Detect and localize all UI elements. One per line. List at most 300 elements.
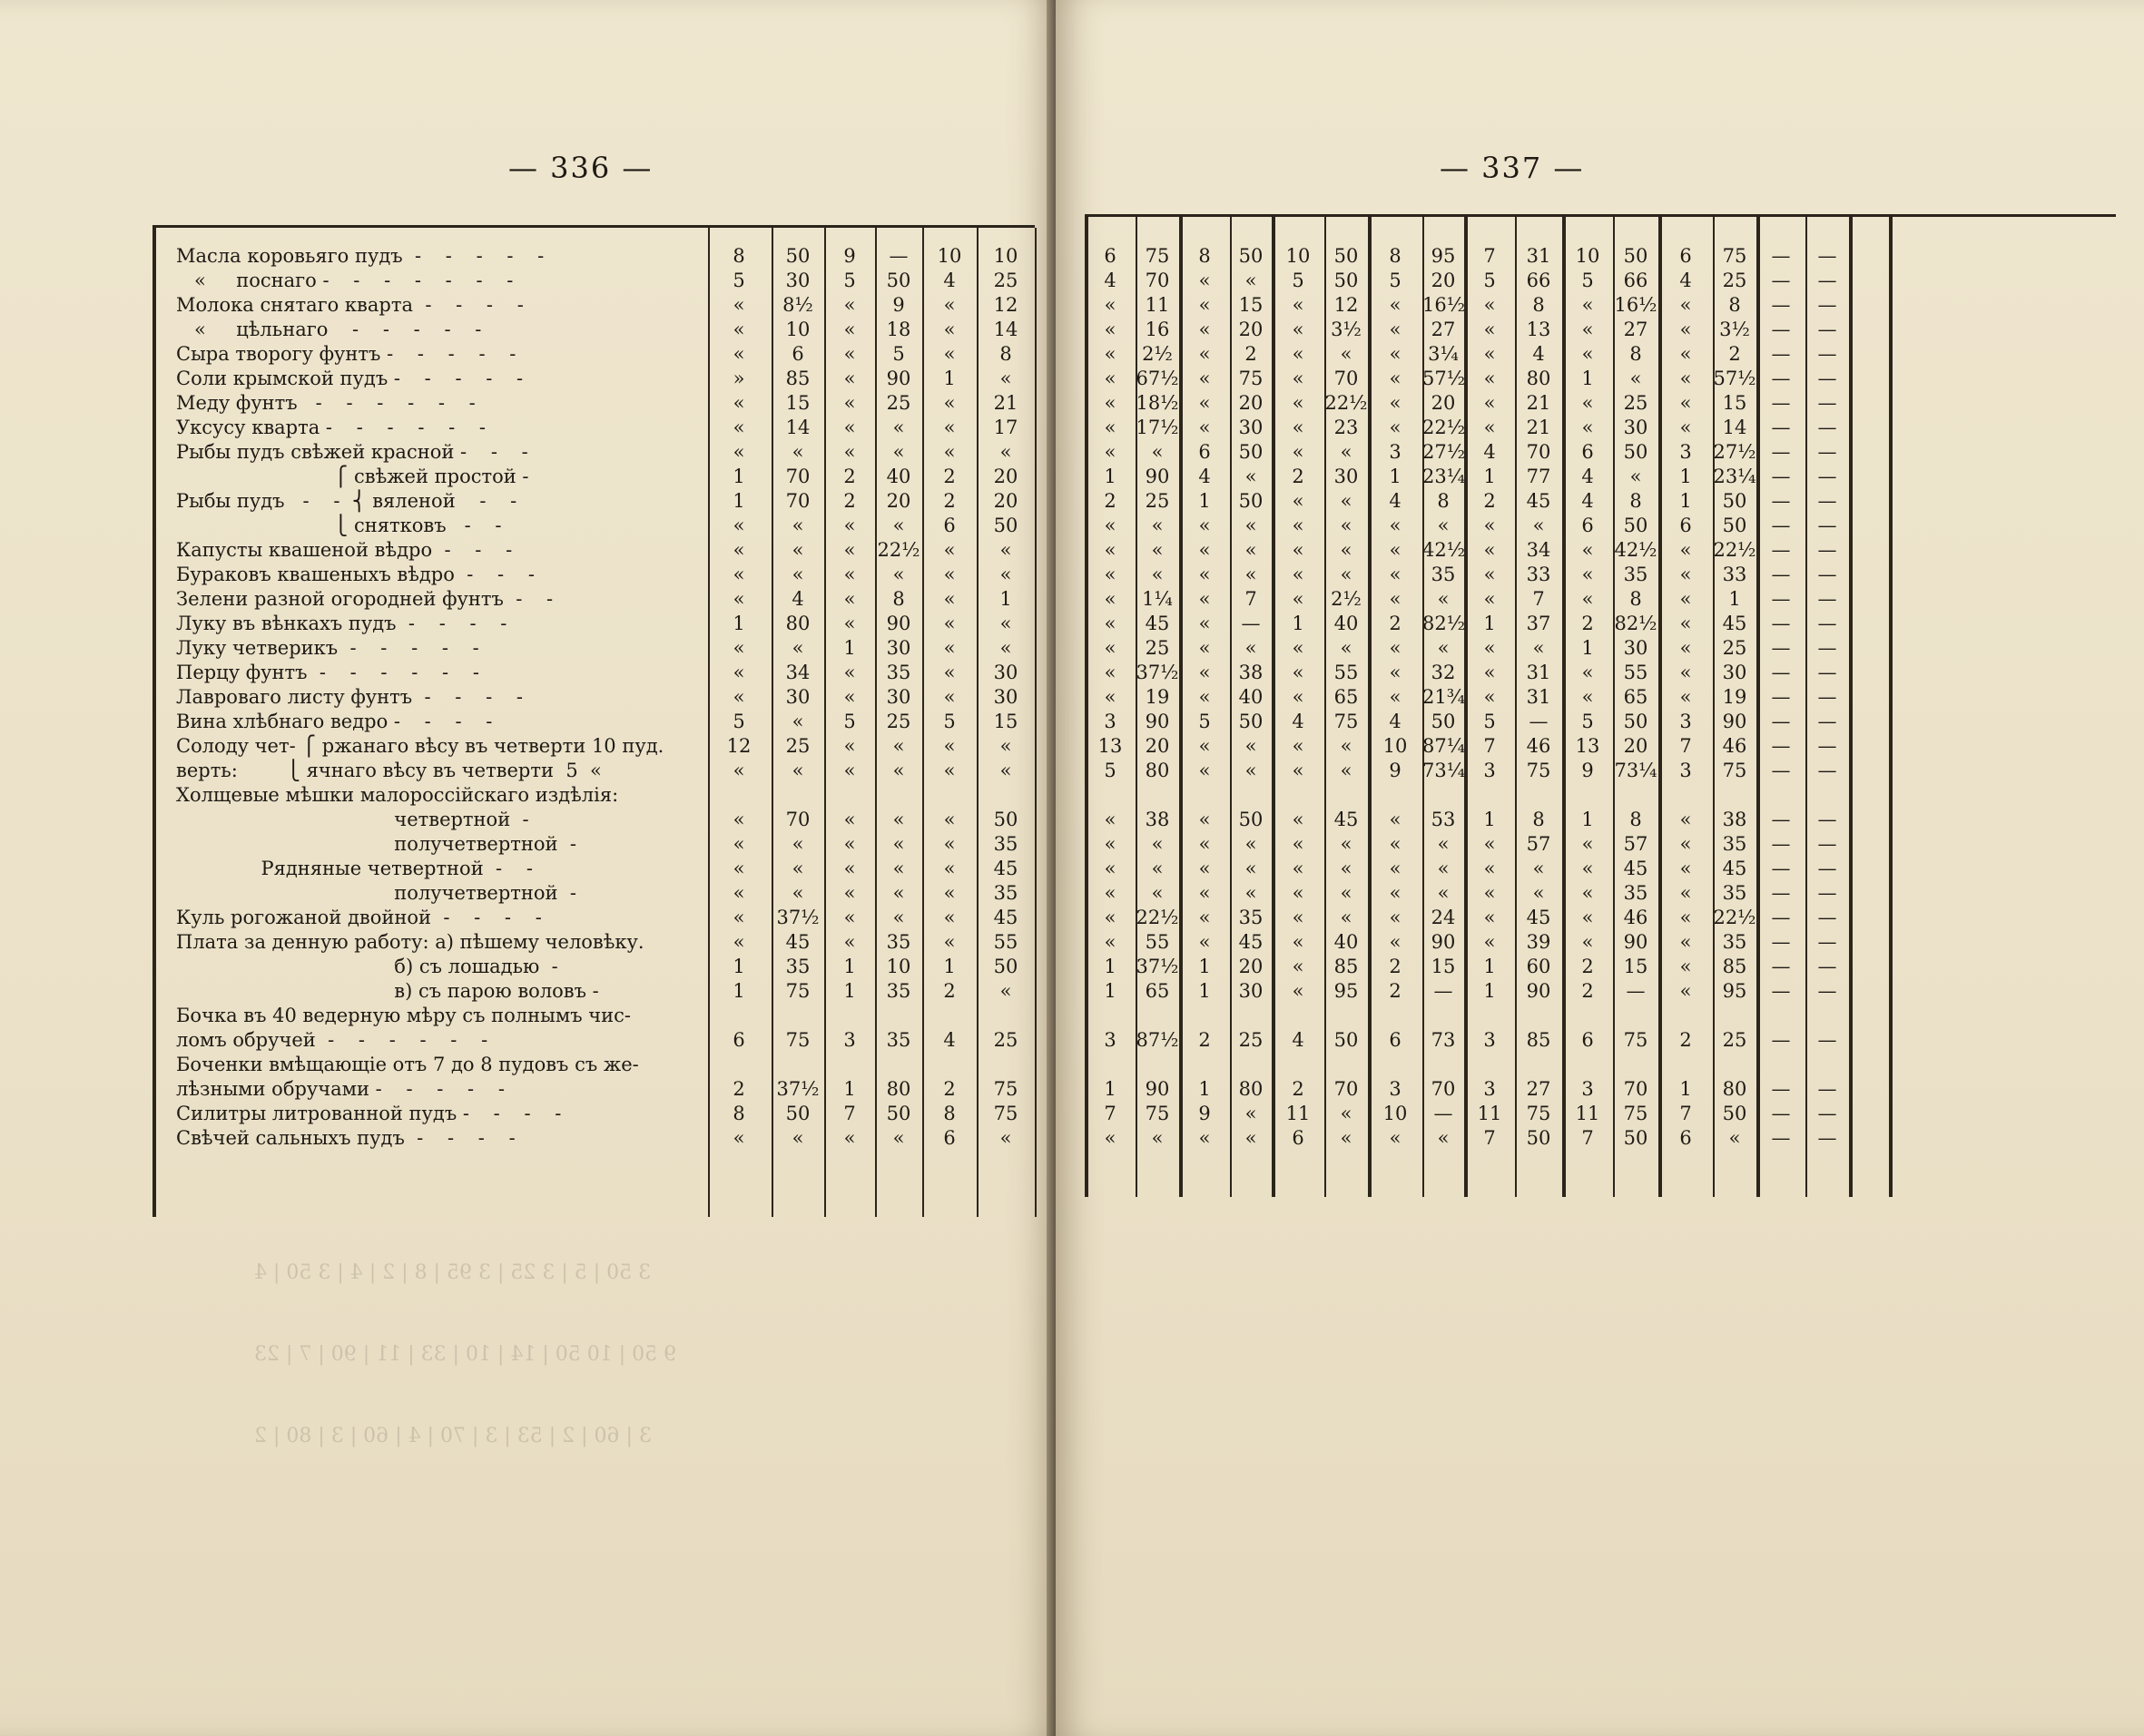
table-cell: 10 xyxy=(937,245,962,267)
table-cell: « xyxy=(1198,662,1211,683)
table-cell: 60 xyxy=(1526,956,1551,977)
table-cell: 25 xyxy=(1722,270,1747,291)
table-cell: 50 xyxy=(1623,711,1648,732)
table-cell: 1 xyxy=(1198,980,1211,1002)
table-cell: 80 xyxy=(886,1078,911,1100)
table-cell: 3 xyxy=(1389,441,1401,463)
table-cell: « xyxy=(1679,319,1692,340)
table-cell: 1 xyxy=(733,490,745,512)
table-cell: 25 xyxy=(1145,637,1170,659)
table-cell: 2 xyxy=(1389,980,1401,1002)
table-cell: 4 xyxy=(1581,490,1594,512)
table-cell: « xyxy=(1581,833,1594,855)
table-cell: 9 xyxy=(843,245,856,267)
table-cell: 15 xyxy=(1623,956,1648,977)
table-cell: « xyxy=(733,637,745,659)
table-cell: 50 xyxy=(1722,1103,1747,1124)
table-cell: « xyxy=(1104,637,1116,659)
table-cell: 57 xyxy=(1623,833,1648,855)
table-cell: « xyxy=(1389,907,1401,928)
table-cell: « xyxy=(1104,343,1116,365)
table-cell: 20 xyxy=(1145,735,1170,757)
table-cell: « xyxy=(999,368,1012,389)
row-label: в) съ парою воловъ - xyxy=(176,980,599,1002)
table-cell: « xyxy=(1292,956,1304,977)
table-cell: « xyxy=(1104,1127,1116,1149)
table-cell: 1 xyxy=(843,956,856,977)
table-cell: — xyxy=(1771,711,1791,732)
table-cell: « xyxy=(1292,368,1304,389)
table-cell: « xyxy=(843,319,856,340)
table-cell: 50 xyxy=(1238,711,1264,732)
left-price-table xyxy=(152,225,1035,1217)
left-page xyxy=(0,0,1056,1736)
table-cell: « xyxy=(1483,907,1496,928)
table-cell: — xyxy=(1771,490,1791,512)
table-cell: 2 xyxy=(1581,980,1594,1002)
table-cell: 23¼ xyxy=(1422,466,1466,487)
table-cell: « xyxy=(1198,907,1211,928)
table-cell: 8 xyxy=(1629,490,1642,512)
table-cell: 25 xyxy=(1722,637,1747,659)
table-cell: 25 xyxy=(1238,1029,1264,1051)
table-cell: 4 xyxy=(1483,441,1496,463)
table-row xyxy=(1085,465,2116,489)
table-cell: 1 xyxy=(1581,368,1594,389)
table-cell: 8 xyxy=(1629,588,1642,610)
table-cell: 75 xyxy=(1526,1103,1551,1124)
table-row xyxy=(1085,808,2116,832)
table-cell: « xyxy=(1340,760,1352,781)
table-cell: — xyxy=(1817,588,1837,610)
page-number-left: — 336 — xyxy=(508,151,654,185)
table-cell: 9 xyxy=(1198,1103,1211,1124)
table-row xyxy=(152,612,1035,636)
table-cell: « xyxy=(1581,931,1594,953)
table-cell: 4 xyxy=(1104,270,1116,291)
table-row xyxy=(152,367,1035,391)
table-cell: 33 xyxy=(1526,564,1551,585)
table-cell: 4 xyxy=(943,270,956,291)
table-cell: 40 xyxy=(1333,613,1359,634)
row-label: четвертной - xyxy=(176,809,529,830)
table-cell: — xyxy=(1771,1078,1791,1100)
table-cell: « xyxy=(1292,662,1304,683)
table-cell: — xyxy=(1771,270,1791,291)
table-cell: 75 xyxy=(1526,760,1551,781)
table-cell: « xyxy=(1437,637,1450,659)
table-cell: « xyxy=(1104,392,1116,414)
table-cell: — xyxy=(1771,907,1791,928)
table-cell: 35 xyxy=(1722,931,1747,953)
table-cell: 55 xyxy=(993,931,1018,953)
table-cell: 6 xyxy=(1679,245,1692,267)
table-cell: « xyxy=(1198,343,1211,365)
table-cell: « xyxy=(1244,1103,1257,1124)
table-cell: « xyxy=(1151,858,1164,879)
table-cell: 1 xyxy=(1581,637,1594,659)
table-cell: 45 xyxy=(1238,931,1264,953)
table-cell: « xyxy=(1483,564,1496,585)
table-cell: « xyxy=(1104,294,1116,316)
table-row xyxy=(1085,661,2116,685)
table-cell: « xyxy=(1292,907,1304,928)
table-cell: 30 xyxy=(1623,637,1648,659)
table-cell: « xyxy=(1151,882,1164,904)
table-cell: 10 xyxy=(1382,1103,1408,1124)
table-cell: « xyxy=(1532,858,1545,879)
table-cell: 65 xyxy=(1333,686,1359,708)
table-cell: « xyxy=(843,809,856,830)
table-cell: 1 xyxy=(1198,1078,1211,1100)
table-row xyxy=(152,440,1035,465)
table-cell: 50 xyxy=(1623,441,1648,463)
table-cell: — xyxy=(1817,490,1837,512)
table-cell: « xyxy=(843,564,856,585)
table-cell: 6 xyxy=(1581,441,1594,463)
table-cell: — xyxy=(1817,1029,1837,1051)
table-cell: « xyxy=(843,294,856,316)
table-cell: « xyxy=(1389,858,1401,879)
table-cell: « xyxy=(733,564,745,585)
table-cell: 30 xyxy=(886,686,911,708)
table-row xyxy=(1085,906,2116,930)
table-cell: 7 xyxy=(1679,1103,1692,1124)
row-label: « цѣльнаго - - - - - xyxy=(176,319,482,340)
table-cell: 90 xyxy=(1145,711,1170,732)
row-label: Луку въ вѣнкахъ пудъ - - - - xyxy=(176,613,507,634)
table-cell: « xyxy=(1340,858,1352,879)
table-cell: « xyxy=(943,613,956,634)
table-cell: 95 xyxy=(1333,980,1359,1002)
table-cell: 25 xyxy=(1623,392,1648,414)
table-cell: 75 xyxy=(1333,711,1359,732)
table-cell: « xyxy=(1292,392,1304,414)
table-cell: — xyxy=(1771,760,1791,781)
table-cell: 50 xyxy=(1238,809,1264,830)
table-cell: 6 xyxy=(1198,441,1211,463)
table-cell: 82½ xyxy=(1422,613,1466,634)
table-cell: 30 xyxy=(1623,417,1648,438)
table-cell: 53 xyxy=(1431,809,1456,830)
table-cell: « xyxy=(1104,368,1116,389)
right-price-table xyxy=(1085,214,2116,1197)
table-cell: « xyxy=(792,711,804,732)
table-cell: 1 xyxy=(943,368,956,389)
table-cell: 7 xyxy=(1581,1127,1594,1149)
table-cell: 20 xyxy=(1431,392,1456,414)
table-cell: « xyxy=(1151,1127,1164,1149)
table-cell: « xyxy=(843,539,856,561)
table-cell: « xyxy=(1679,588,1692,610)
table-row xyxy=(152,1126,1035,1151)
table-cell: — xyxy=(1817,417,1837,438)
table-row xyxy=(1085,538,2116,563)
table-cell: « xyxy=(792,515,804,536)
table-cell: « xyxy=(1483,637,1496,659)
table-cell: 15 xyxy=(1238,294,1264,316)
table-cell: 3¼ xyxy=(1428,343,1459,365)
table-cell: 7 xyxy=(1483,1127,1496,1149)
table-cell: — xyxy=(1241,613,1261,634)
table-cell: 90 xyxy=(1145,466,1170,487)
table-cell: 7 xyxy=(1244,588,1257,610)
table-cell: 70 xyxy=(1145,270,1170,291)
table-cell: 5 xyxy=(733,270,745,291)
table-cell: 5 xyxy=(1483,711,1496,732)
table-cell: 45 xyxy=(993,907,1018,928)
table-cell: — xyxy=(1817,564,1837,585)
table-cell: — xyxy=(1817,466,1837,487)
table-cell: 20 xyxy=(993,466,1018,487)
row-label: Плата за денную работу: а) пѣшему человѣку. xyxy=(176,931,644,953)
table-cell: « xyxy=(1340,882,1352,904)
table-cell: « xyxy=(1679,392,1692,414)
table-cell: « xyxy=(1244,858,1257,879)
table-cell: « xyxy=(1292,343,1304,365)
table-cell: 37½ xyxy=(776,1078,820,1100)
table-cell: 35 xyxy=(1431,564,1456,585)
row-label: Сыра творогу фунтъ - - - - - xyxy=(176,343,516,365)
table-cell: 3 xyxy=(1104,1029,1116,1051)
table-cell: 50 xyxy=(1623,1127,1648,1149)
table-cell: — xyxy=(1771,319,1791,340)
table-row xyxy=(1085,979,2116,1004)
table-cell: — xyxy=(1771,858,1791,879)
table-row xyxy=(152,685,1035,710)
table-cell: 50 xyxy=(1623,245,1648,267)
table-row xyxy=(1085,857,2116,881)
table-cell: « xyxy=(1483,368,1496,389)
table-cell: 14 xyxy=(785,417,811,438)
table-cell: — xyxy=(1817,931,1837,953)
table-cell: « xyxy=(1292,588,1304,610)
table-cell: 70 xyxy=(1526,441,1551,463)
table-cell: 65 xyxy=(1145,980,1170,1002)
table-cell: 1 xyxy=(733,613,745,634)
table-cell: 30 xyxy=(785,270,811,291)
table-cell: « xyxy=(1389,539,1401,561)
table-cell: — xyxy=(1817,1103,1837,1124)
table-cell: 37 xyxy=(1526,613,1551,634)
table-cell: — xyxy=(1817,319,1837,340)
table-cell: 10 xyxy=(1575,245,1600,267)
table-cell: 5 xyxy=(1389,270,1401,291)
table-cell: « xyxy=(1389,515,1401,536)
table-cell: 2½ xyxy=(1142,343,1173,365)
table-cell: « xyxy=(733,858,745,879)
table-cell: 35 xyxy=(993,882,1018,904)
table-cell: « xyxy=(1483,686,1496,708)
table-cell: 2 xyxy=(1292,466,1304,487)
table-cell: « xyxy=(1292,735,1304,757)
table-cell: 87½ xyxy=(1136,1029,1179,1051)
table-cell: 2 xyxy=(1389,613,1401,634)
table-cell: « xyxy=(843,392,856,414)
table-cell: « xyxy=(792,441,804,463)
table-cell: « xyxy=(733,760,745,781)
table-cell: 85 xyxy=(785,368,811,389)
table-cell: — xyxy=(1817,637,1837,659)
table-cell: « xyxy=(1292,294,1304,316)
table-cell: 20 xyxy=(1431,270,1456,291)
table-row xyxy=(152,734,1035,759)
table-cell: — xyxy=(1771,539,1791,561)
table-cell: « xyxy=(999,613,1012,634)
table-cell: « xyxy=(1340,539,1352,561)
table-cell: 55 xyxy=(1145,931,1170,953)
table-cell: 90 xyxy=(886,368,911,389)
table-cell: « xyxy=(733,539,745,561)
table-cell: 90 xyxy=(1623,931,1648,953)
right-page xyxy=(1056,0,2144,1736)
table-cell: « xyxy=(943,858,956,879)
table-cell: 31 xyxy=(1526,245,1551,267)
table-cell: 5 xyxy=(1198,711,1211,732)
table-cell: — xyxy=(1771,637,1791,659)
table-cell: 11 xyxy=(1575,1103,1600,1124)
table-cell: « xyxy=(1532,515,1545,536)
table-row xyxy=(1085,759,2116,783)
table-cell: 8 xyxy=(1437,490,1450,512)
row-label: ⎧ свѣжей простой - xyxy=(176,466,529,487)
table-cell: « xyxy=(1198,564,1211,585)
table-cell: 66 xyxy=(1526,270,1551,291)
bleed-through-text: 9 50 | 10 50 | 14 | 10 | 33 | 11 | 90 | 7 | 23 xyxy=(254,1343,677,1366)
table-cell: « xyxy=(999,1127,1012,1149)
table-cell: 2½ xyxy=(1331,588,1362,610)
table-cell: 3 xyxy=(1483,1029,1496,1051)
table-cell: « xyxy=(1198,686,1211,708)
table-row xyxy=(152,1053,1035,1077)
table-cell: 1 xyxy=(843,980,856,1002)
table-cell: 65 xyxy=(1623,686,1648,708)
table-cell: « xyxy=(1104,515,1116,536)
table-cell: 1 xyxy=(733,466,745,487)
table-cell: « xyxy=(1532,637,1545,659)
table-cell: « xyxy=(1340,441,1352,463)
table-cell: « xyxy=(1679,662,1692,683)
table-cell: « xyxy=(1629,466,1642,487)
table-cell: 73¼ xyxy=(1614,760,1657,781)
table-cell: 45 xyxy=(993,858,1018,879)
table-cell: 40 xyxy=(1333,931,1359,953)
table-cell: 3 xyxy=(1679,760,1692,781)
table-cell: « xyxy=(943,833,956,855)
table-cell: 31 xyxy=(1526,686,1551,708)
table-cell: « xyxy=(1104,809,1116,830)
table-row xyxy=(152,808,1035,832)
table-cell: 2 xyxy=(843,490,856,512)
table-cell: « xyxy=(1198,858,1211,879)
table-cell: « xyxy=(943,539,956,561)
table-cell: 2 xyxy=(1292,1078,1304,1100)
table-cell: 9 xyxy=(1389,760,1401,781)
table-cell: — xyxy=(1817,686,1837,708)
table-cell: — xyxy=(1771,686,1791,708)
table-cell: « xyxy=(1483,858,1496,879)
table-cell: 30 xyxy=(993,686,1018,708)
table-cell: « xyxy=(1292,637,1304,659)
table-row xyxy=(1085,587,2116,612)
table-cell: « xyxy=(1679,564,1692,585)
table-cell: 25 xyxy=(1145,490,1170,512)
table-cell: « xyxy=(1679,980,1692,1002)
table-cell: « xyxy=(1679,294,1692,316)
table-cell: 9 xyxy=(892,294,905,316)
table-row xyxy=(152,563,1035,587)
table-cell: 1 xyxy=(1104,956,1116,977)
table-cell: 5 xyxy=(943,711,956,732)
table-cell: « xyxy=(943,882,956,904)
table-cell: « xyxy=(733,931,745,953)
table-cell: 75 xyxy=(1145,245,1170,267)
table-cell: « xyxy=(1292,931,1304,953)
table-cell: « xyxy=(1389,833,1401,855)
table-cell: — xyxy=(1771,466,1791,487)
table-cell: 50 xyxy=(886,1103,911,1124)
table-cell: « xyxy=(843,662,856,683)
table-row xyxy=(152,514,1035,538)
table-cell: 31 xyxy=(1526,662,1551,683)
table-row xyxy=(1085,1126,2116,1151)
table-cell: « xyxy=(1198,539,1211,561)
table-row xyxy=(1085,244,2116,269)
table-cell: « xyxy=(1104,539,1116,561)
table-cell: « xyxy=(1483,294,1496,316)
table-cell: 2 xyxy=(733,1078,745,1100)
table-cell: « xyxy=(1198,833,1211,855)
table-cell: — xyxy=(1817,613,1837,634)
table-cell: 80 xyxy=(785,613,811,634)
table-cell: « xyxy=(1292,564,1304,585)
table-cell: 85 xyxy=(1526,1029,1551,1051)
table-cell: 90 xyxy=(1431,931,1456,953)
table-cell: 1 xyxy=(1104,1078,1116,1100)
table-cell: « xyxy=(1679,931,1692,953)
table-cell: 15 xyxy=(785,392,811,414)
table-cell: 4 xyxy=(1292,711,1304,732)
table-cell: « xyxy=(1629,368,1642,389)
table-cell: 21 xyxy=(993,392,1018,414)
table-cell: « xyxy=(943,294,956,316)
table-cell: 2 xyxy=(1244,343,1257,365)
table-cell: « xyxy=(1581,417,1594,438)
table-cell: « xyxy=(1104,858,1116,879)
table-cell: 70 xyxy=(785,466,811,487)
table-cell: 8½ xyxy=(782,294,813,316)
table-row xyxy=(152,587,1035,612)
table-cell: « xyxy=(1340,833,1352,855)
table-cell: 42½ xyxy=(1614,539,1657,561)
table-cell: « xyxy=(733,417,745,438)
table-cell: 70 xyxy=(785,809,811,830)
table-cell: « xyxy=(1244,539,1257,561)
table-cell: 80 xyxy=(1526,368,1551,389)
table-cell: 35 xyxy=(1722,882,1747,904)
table-cell: 22½ xyxy=(1136,907,1179,928)
table-cell: 55 xyxy=(1623,662,1648,683)
table-cell: « xyxy=(943,907,956,928)
table-cell: 18 xyxy=(886,319,911,340)
table-cell: 3 xyxy=(1483,1078,1496,1100)
table-cell: 1 xyxy=(1389,466,1401,487)
table-row xyxy=(152,342,1035,367)
table-cell: 20 xyxy=(993,490,1018,512)
table-cell: 15 xyxy=(1431,956,1456,977)
table-cell: — xyxy=(1771,735,1791,757)
table-cell: 5 xyxy=(1581,711,1594,732)
